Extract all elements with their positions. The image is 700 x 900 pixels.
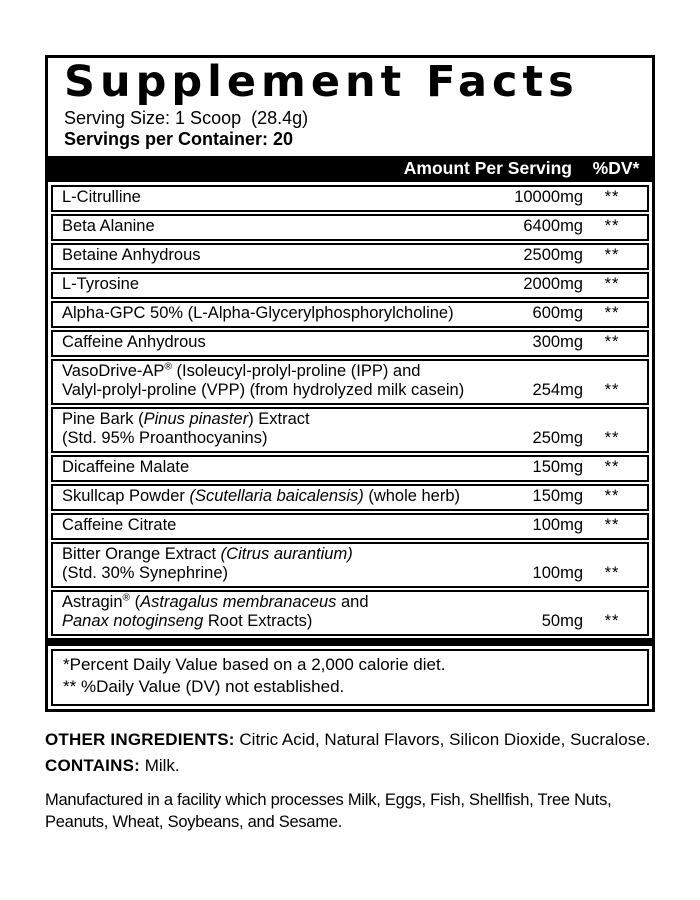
ingredient-dv: ** [604, 380, 620, 399]
ingredient-row [51, 185, 649, 212]
ingredient-amount: 100mg [532, 563, 583, 582]
serving-size: Serving Size: 1 Scoop (28.4g) [64, 107, 309, 128]
ingredient-dv: ** [604, 274, 620, 293]
facility-statement: Manufactured in a facility which processes Milk, Eggs, Fish, Shellfish, Tree Nuts, Peanuts, Wheat, Soybeans, and Sesame. [45, 790, 612, 831]
ingredient-amount: 100mg [532, 515, 583, 534]
ingredient-name: Dicaffeine Malate [62, 457, 190, 476]
contains-label: CONTAINS: [45, 755, 140, 775]
footnote-daily-value: *Percent Daily Value based on a 2,000 calorie diet. [63, 654, 446, 674]
ingredient-row [51, 301, 649, 328]
ingredient-row [51, 484, 649, 511]
ingredient-name: L-Tyrosine [62, 274, 140, 293]
ingredient-name: Caffeine Citrate [62, 515, 177, 534]
below-panel-text [45, 712, 655, 833]
divider-bar [48, 638, 652, 646]
panel-title: Supplement Facts [64, 57, 579, 107]
contains-text: Milk. [144, 755, 180, 775]
ingredient-dv: ** [604, 245, 620, 264]
footnote-not-established: ** %Daily Value (DV) not established. [63, 676, 345, 696]
contains-line [45, 754, 655, 777]
footnote-section [48, 646, 652, 709]
panel-header [48, 58, 652, 156]
ingredient-dv: ** [604, 187, 620, 206]
ingredient-name: Bitter Orange Extract (Citrus aurantium) (Std. 30% Synephrine) [62, 544, 353, 582]
ingredient-dv: ** [604, 332, 620, 351]
ingredient-dv: ** [604, 216, 620, 235]
other-ingredients-label: OTHER INGREDIENTS: [45, 729, 235, 749]
ingredient-amount: 254mg [532, 380, 583, 399]
ingredient-row [51, 330, 649, 357]
ingredient-amount: 50mg [541, 611, 583, 630]
ingredient-amount: 6400mg [523, 216, 583, 235]
ingredient-row [51, 455, 649, 482]
ingredient-dv: ** [604, 428, 620, 447]
ingredient-dv: ** [604, 303, 620, 322]
dv-header: %DV* [592, 157, 640, 178]
servings-per-container: Servings per Container: 20 [64, 128, 294, 149]
ingredient-amount: 250mg [532, 428, 583, 447]
ingredient-rows [48, 182, 652, 636]
ingredient-dv: ** [604, 457, 620, 476]
ingredient-amount: 2000mg [523, 274, 583, 293]
ingredient-row [51, 359, 649, 405]
ingredient-dv: ** [604, 563, 620, 582]
ingredient-row [51, 407, 649, 453]
ingredient-row [51, 272, 649, 299]
other-ingredients-text: Citric Acid, Natural Flavors, Silicon Dioxide, Sucralose. [239, 729, 651, 749]
ingredient-name: Betaine Anhydrous [62, 245, 201, 264]
ingredient-amount: 2500mg [523, 245, 583, 264]
ingredient-dv: ** [604, 515, 620, 534]
column-header-bar [48, 156, 652, 182]
ingredient-row [51, 542, 649, 588]
ingredient-dv: ** [604, 486, 620, 505]
ingredient-name: L-Citrulline [62, 187, 141, 206]
ingredient-name: Skullcap Powder (Scutellaria baicalensis) (whole herb) [62, 486, 461, 505]
ingredient-row [51, 243, 649, 270]
other-ingredients-line [45, 728, 655, 751]
ingredient-amount: 150mg [532, 457, 583, 476]
amount-per-serving-header: Amount Per Serving [403, 157, 572, 178]
footnote-box [51, 649, 649, 706]
ingredient-name: VasoDrive-AP® (Isoleucyl-prolyl-proline (IPP) and Valyl-prolyl-proline (VPP) (from hydrolyzed milk casein) [62, 361, 465, 399]
supplement-facts-panel [45, 55, 655, 712]
ingredient-name: Beta Alanine [62, 216, 155, 235]
ingredient-name: Caffeine Anhydrous [62, 332, 206, 351]
ingredient-name: Astragin® (Astragalus membranaceus and Panax notoginseng Root Extracts) [62, 592, 369, 630]
ingredient-name: Pine Bark (Pinus pinaster) Extract (Std. 95% Proanthocyanins) [62, 409, 310, 447]
ingredient-row [51, 214, 649, 241]
ingredient-amount: 150mg [532, 486, 583, 505]
ingredient-dv: ** [604, 611, 620, 630]
ingredient-amount: 600mg [532, 303, 583, 322]
ingredient-amount: 10000mg [514, 187, 583, 206]
ingredient-name: Alpha-GPC 50% (L-Alpha-Glycerylphosphorylcholine) [62, 303, 454, 322]
ingredient-row [51, 513, 649, 540]
ingredient-amount: 300mg [532, 332, 583, 351]
ingredient-row [51, 590, 649, 636]
